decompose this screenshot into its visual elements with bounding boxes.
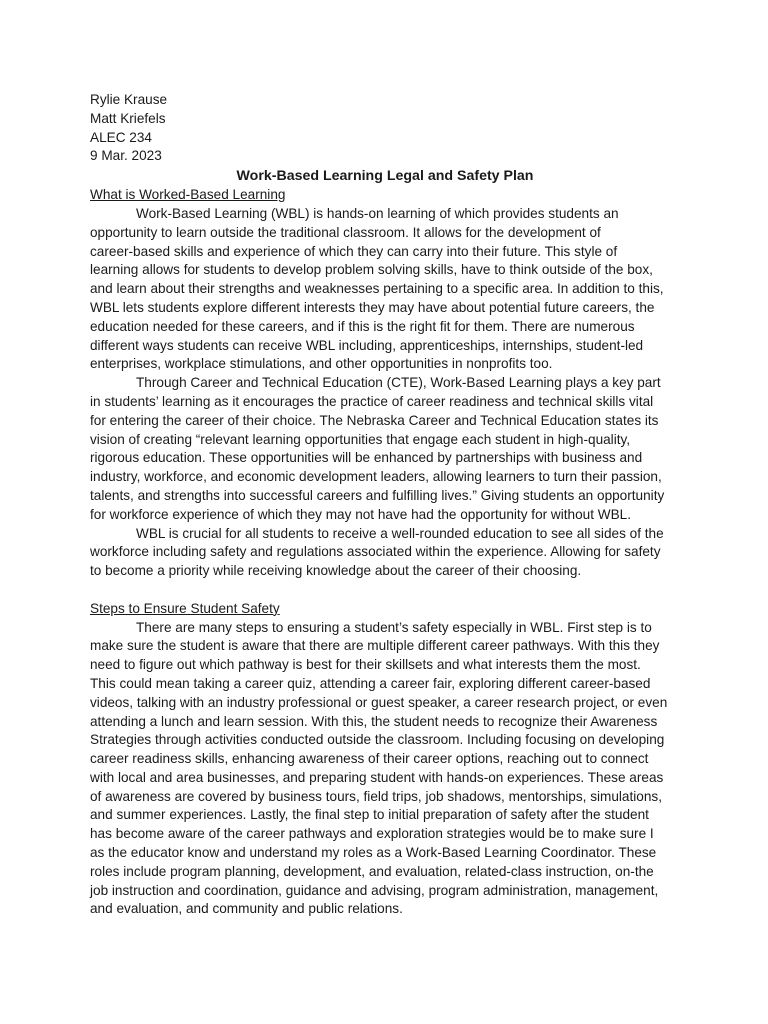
paragraph-line: and evaluation, and community and public relations. [90, 901, 403, 917]
instructor-name: Matt Kriefels [90, 110, 166, 126]
paragraph-line: WBL is crucial for all students to receive a well-rounded education to see all sides of the [136, 525, 664, 541]
paragraph-line: Through Career and Technical Education (CTE), Work-Based Learning plays a key part [136, 375, 661, 391]
paragraph-line: job instruction and coordination, guidance and advising, program administration, management, [90, 882, 659, 898]
document-page [90, 91, 680, 919]
paragraph-line: for workforce experience of which they may not have had the opportunity for without WBL. [90, 506, 632, 522]
paragraph-line: rigorous education. These opportunities will be enhanced by partnerships with business and [90, 450, 643, 466]
author-name: Rylie Krause [90, 92, 168, 107]
paragraph-line: vision of creating “relevant learning opportunities that engage each student in high-quality, [90, 431, 631, 447]
paragraph-line: of awareness are covered by business tours, field trips, job shadows, mentorships, simulations, [90, 788, 662, 804]
paragraph-line: different ways students can receive WBL including, apprenticeships, internships, student-led [90, 337, 644, 353]
paragraph-line: learning allows for students to develop problem solving skills, have to think outside of the box, [90, 262, 653, 278]
paragraph-line: Strategies through activities conducted outside the classroom. Including focusing on developing [90, 732, 665, 748]
paragraph-line: This could mean taking a career quiz, attending a career fair, exploring different career-based [90, 675, 651, 691]
paragraph-line: make sure the student is aware that there are multiple different career pathways. With this they [90, 638, 660, 654]
paragraph-line: opportunity to learn outside the traditional classroom. It allows for the development of [90, 224, 601, 240]
course-code: ALEC 234 [90, 129, 152, 145]
paragraph-line: career readiness skills, enhancing awareness of their career options, reaching out to connect [90, 751, 649, 767]
paragraph-line: attending a lunch and learn session. With this, the student needs to recognize their Awareness [90, 713, 658, 729]
paragraph-line: WBL lets students explore different interests they may have about potential future careers, the [90, 299, 655, 315]
paragraph-line: enterprises, workplace stimulations, and other opportunities in nonprofits too. [90, 356, 553, 372]
document-date: 9 Mar. 2023 [90, 148, 162, 164]
blank-line [90, 581, 680, 600]
paragraph-line: has become aware of the career pathways and exploration strategies would be to make sure I [90, 826, 654, 842]
paragraph-line: Work-Based Learning (WBL) is hands-on learning of which provides students an [136, 205, 619, 221]
paragraph-line: and summer experiences. Lastly, the final step to initial preparation of safety after the student [90, 807, 649, 823]
paragraph-line: in students’ learning as it encourages the practice of career readiness and technical skills vital [90, 393, 654, 409]
section-heading-student-safety: Steps to Ensure Student Safety [90, 600, 280, 616]
section-heading-what-is-wbl: What is Worked-Based Learning [90, 187, 286, 203]
paragraph-line: workforce including safety and regulations associated within the experience. Allowing for safety [90, 544, 661, 560]
paragraph-line: There are many steps to ensuring a student’s safety especially in WBL. First step is to [136, 619, 652, 635]
document-title: Work-Based Learning Legal and Safety Plan [236, 168, 534, 185]
paragraph-line: and learn about their strengths and weaknesses pertaining to a specific area. In addition to this, [90, 281, 664, 297]
paragraph-line: videos, talking with an industry professional or guest speaker, a career research project, or even [90, 694, 668, 710]
paragraph-line: talents, and strengths into successful careers and fulfilling lives.” Giving students an opportunity [90, 487, 665, 503]
paragraph-line: career-based skills and experience of which they can carry into their future. This style of [90, 243, 618, 259]
paragraph-line: industry, workforce, and economic development leaders, allowing learners to turn their passion, [90, 469, 662, 485]
paragraph-line: with local and area businesses, and preparing student with hands-on experiences. These areas [90, 769, 664, 785]
paragraph-line: for entering the career of their choice. The Nebraska Career and Technical Education states its [90, 412, 659, 428]
paragraph-line: roles include program planning, development, and evaluation, related-class instruction, on-the [90, 863, 654, 879]
paragraph-line: as the educator know and understand my roles as a Work-Based Learning Coordinator. These [90, 845, 657, 861]
paragraph-line: to become a priority while receiving knowledge about the career of their choosing. [90, 563, 582, 579]
paragraph-line: need to figure out which pathway is best for their skillsets and what interests them the most. [90, 657, 641, 673]
paragraph-line: education needed for these careers, and if this is the right fit for them. There are numerous [90, 318, 635, 334]
